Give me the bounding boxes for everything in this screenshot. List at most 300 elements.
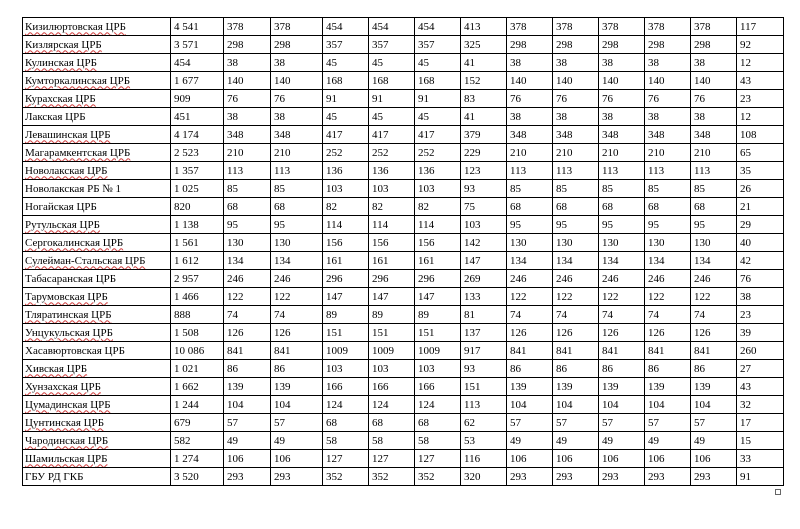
row-name-cell bbox=[23, 288, 171, 306]
value-cell: 123 bbox=[461, 162, 507, 180]
row-name: ГБУ РД ГКБ bbox=[25, 470, 84, 483]
value-cell: 57 bbox=[507, 414, 553, 432]
value-cell: 246 bbox=[271, 270, 323, 288]
value-cell: 113 bbox=[507, 162, 553, 180]
value-cell: 417 bbox=[369, 126, 415, 144]
value-cell: 68 bbox=[507, 198, 553, 216]
row-name: Новолакская РБ № 1 bbox=[25, 182, 122, 195]
value-cell: 106 bbox=[553, 450, 599, 468]
row-name: Табасаранская ЦРБ bbox=[25, 272, 117, 285]
value-cell: 95 bbox=[691, 216, 737, 234]
value-cell: 210 bbox=[507, 144, 553, 162]
value-cell: 95 bbox=[271, 216, 323, 234]
value-cell: 58 bbox=[323, 432, 369, 450]
table-row bbox=[23, 234, 784, 252]
value-cell: 124 bbox=[369, 396, 415, 414]
value-cell: 134 bbox=[507, 252, 553, 270]
value-cell: 320 bbox=[461, 468, 507, 486]
value-cell: 58 bbox=[415, 432, 461, 450]
value-cell: 65 bbox=[737, 144, 784, 162]
value-cell: 38 bbox=[271, 54, 323, 72]
row-name-cell bbox=[23, 234, 171, 252]
value-cell: 293 bbox=[224, 468, 271, 486]
table-row bbox=[23, 252, 784, 270]
value-cell: 57 bbox=[553, 414, 599, 432]
value-cell: 104 bbox=[507, 396, 553, 414]
value-cell: 1 025 bbox=[171, 180, 224, 198]
value-cell: 454 bbox=[415, 18, 461, 36]
table-body bbox=[23, 18, 784, 486]
value-cell: 76 bbox=[271, 90, 323, 108]
value-cell: 348 bbox=[224, 126, 271, 144]
value-cell: 357 bbox=[369, 36, 415, 54]
value-cell: 45 bbox=[415, 108, 461, 126]
value-cell: 74 bbox=[599, 306, 645, 324]
row-name-cell bbox=[23, 270, 171, 288]
value-cell: 1 466 bbox=[171, 288, 224, 306]
value-cell: 417 bbox=[323, 126, 369, 144]
row-name-cell bbox=[23, 18, 171, 36]
value-cell: 582 bbox=[171, 432, 224, 450]
row-name: Тарумовская ЦРБ bbox=[25, 290, 108, 303]
row-name-cell bbox=[23, 162, 171, 180]
value-cell: 136 bbox=[369, 162, 415, 180]
value-cell: 1 677 bbox=[171, 72, 224, 90]
value-cell: 1009 bbox=[369, 342, 415, 360]
value-cell: 348 bbox=[553, 126, 599, 144]
value-cell: 841 bbox=[507, 342, 553, 360]
value-cell: 298 bbox=[553, 36, 599, 54]
value-cell: 127 bbox=[415, 450, 461, 468]
value-cell: 81 bbox=[461, 306, 507, 324]
value-cell: 49 bbox=[224, 432, 271, 450]
value-cell: 74 bbox=[224, 306, 271, 324]
row-name-cell bbox=[23, 432, 171, 450]
value-cell: 41 bbox=[461, 54, 507, 72]
value-cell: 89 bbox=[323, 306, 369, 324]
table-row bbox=[23, 216, 784, 234]
value-cell: 92 bbox=[737, 36, 784, 54]
table-row bbox=[23, 108, 784, 126]
value-cell: 139 bbox=[691, 378, 737, 396]
row-name-cell bbox=[23, 306, 171, 324]
row-name: Сулейман-Стальская ЦРБ bbox=[25, 254, 146, 267]
value-cell: 32 bbox=[737, 396, 784, 414]
value-cell: 86 bbox=[599, 360, 645, 378]
value-cell: 38 bbox=[553, 54, 599, 72]
table-end-marker bbox=[775, 489, 781, 495]
value-cell: 841 bbox=[271, 342, 323, 360]
value-cell: 246 bbox=[553, 270, 599, 288]
row-name: Хивская ЦРБ bbox=[25, 362, 88, 375]
value-cell: 2 957 bbox=[171, 270, 224, 288]
value-cell: 451 bbox=[171, 108, 224, 126]
value-cell: 68 bbox=[323, 414, 369, 432]
value-cell: 246 bbox=[507, 270, 553, 288]
value-cell: 104 bbox=[599, 396, 645, 414]
table-row bbox=[23, 468, 784, 486]
table-row bbox=[23, 396, 784, 414]
value-cell: 127 bbox=[369, 450, 415, 468]
value-cell: 85 bbox=[553, 180, 599, 198]
value-cell: 85 bbox=[691, 180, 737, 198]
row-name-cell bbox=[23, 108, 171, 126]
value-cell: 139 bbox=[553, 378, 599, 396]
value-cell: 417 bbox=[415, 126, 461, 144]
value-cell: 820 bbox=[171, 198, 224, 216]
row-name: Кизилюртовская ЦРБ bbox=[25, 20, 126, 33]
value-cell: 95 bbox=[645, 216, 691, 234]
value-cell: 134 bbox=[645, 252, 691, 270]
row-name-cell bbox=[23, 414, 171, 432]
table-row bbox=[23, 162, 784, 180]
value-cell: 106 bbox=[645, 450, 691, 468]
value-cell: 103 bbox=[415, 180, 461, 198]
value-cell: 49 bbox=[553, 432, 599, 450]
value-cell: 136 bbox=[415, 162, 461, 180]
table-row bbox=[23, 414, 784, 432]
value-cell: 93 bbox=[461, 360, 507, 378]
value-cell: 293 bbox=[599, 468, 645, 486]
row-name: Сергокалинская ЦРБ bbox=[25, 236, 124, 249]
value-cell: 114 bbox=[323, 216, 369, 234]
value-cell: 45 bbox=[369, 54, 415, 72]
value-cell: 298 bbox=[507, 36, 553, 54]
row-name: Унцукульская ЦРБ bbox=[25, 326, 113, 339]
value-cell: 130 bbox=[691, 234, 737, 252]
row-name-cell bbox=[23, 36, 171, 54]
value-cell: 85 bbox=[645, 180, 691, 198]
value-cell: 43 bbox=[737, 72, 784, 90]
value-cell: 43 bbox=[737, 378, 784, 396]
value-cell: 161 bbox=[415, 252, 461, 270]
value-cell: 3 571 bbox=[171, 36, 224, 54]
value-cell: 62 bbox=[461, 414, 507, 432]
value-cell: 57 bbox=[691, 414, 737, 432]
value-cell: 113 bbox=[599, 162, 645, 180]
value-cell: 168 bbox=[369, 72, 415, 90]
value-cell: 91 bbox=[415, 90, 461, 108]
value-cell: 348 bbox=[691, 126, 737, 144]
value-cell: 147 bbox=[323, 288, 369, 306]
value-cell: 136 bbox=[323, 162, 369, 180]
value-cell: 246 bbox=[599, 270, 645, 288]
row-name-cell bbox=[23, 468, 171, 486]
value-cell: 298 bbox=[224, 36, 271, 54]
value-cell: 126 bbox=[553, 324, 599, 342]
value-cell: 74 bbox=[553, 306, 599, 324]
row-name-cell bbox=[23, 198, 171, 216]
value-cell: 113 bbox=[461, 396, 507, 414]
row-name-cell bbox=[23, 396, 171, 414]
value-cell: 114 bbox=[369, 216, 415, 234]
value-cell: 168 bbox=[415, 72, 461, 90]
value-cell: 126 bbox=[507, 324, 553, 342]
value-cell: 122 bbox=[599, 288, 645, 306]
value-cell: 12 bbox=[737, 108, 784, 126]
value-cell: 246 bbox=[645, 270, 691, 288]
value-cell: 104 bbox=[691, 396, 737, 414]
value-cell: 76 bbox=[691, 90, 737, 108]
value-cell: 161 bbox=[369, 252, 415, 270]
value-cell: 909 bbox=[171, 90, 224, 108]
row-name: Магарамкентская ЦРБ bbox=[25, 146, 131, 159]
value-cell: 104 bbox=[645, 396, 691, 414]
value-cell: 147 bbox=[415, 288, 461, 306]
value-cell: 82 bbox=[323, 198, 369, 216]
value-cell: 454 bbox=[171, 54, 224, 72]
value-cell: 140 bbox=[271, 72, 323, 90]
table-row bbox=[23, 144, 784, 162]
row-name-cell bbox=[23, 126, 171, 144]
value-cell: 352 bbox=[323, 468, 369, 486]
value-cell: 38 bbox=[691, 54, 737, 72]
row-name: Курахская ЦРБ bbox=[25, 92, 96, 105]
value-cell: 293 bbox=[271, 468, 323, 486]
value-cell: 86 bbox=[507, 360, 553, 378]
value-cell: 140 bbox=[645, 72, 691, 90]
value-cell: 357 bbox=[323, 36, 369, 54]
value-cell: 103 bbox=[369, 360, 415, 378]
value-cell: 68 bbox=[645, 198, 691, 216]
value-cell: 378 bbox=[553, 18, 599, 36]
value-cell: 38 bbox=[224, 54, 271, 72]
table-row bbox=[23, 126, 784, 144]
value-cell: 156 bbox=[415, 234, 461, 252]
value-cell: 103 bbox=[323, 360, 369, 378]
value-cell: 156 bbox=[369, 234, 415, 252]
value-cell: 39 bbox=[737, 324, 784, 342]
value-cell: 260 bbox=[737, 342, 784, 360]
value-cell: 1 357 bbox=[171, 162, 224, 180]
value-cell: 1 508 bbox=[171, 324, 224, 342]
value-cell: 348 bbox=[271, 126, 323, 144]
row-name: Кумторкалинская ЦРБ bbox=[25, 74, 131, 87]
row-name: Хунзахская ЦРБ bbox=[25, 380, 101, 393]
value-cell: 76 bbox=[553, 90, 599, 108]
value-cell: 15 bbox=[737, 432, 784, 450]
value-cell: 38 bbox=[507, 108, 553, 126]
value-cell: 122 bbox=[271, 288, 323, 306]
row-name: Кулинская ЦРБ bbox=[25, 56, 97, 69]
value-cell: 1 138 bbox=[171, 216, 224, 234]
value-cell: 76 bbox=[599, 90, 645, 108]
value-cell: 137 bbox=[461, 324, 507, 342]
value-cell: 378 bbox=[224, 18, 271, 36]
value-cell: 841 bbox=[224, 342, 271, 360]
value-cell: 133 bbox=[461, 288, 507, 306]
value-cell: 85 bbox=[224, 180, 271, 198]
value-cell: 293 bbox=[507, 468, 553, 486]
value-cell: 106 bbox=[691, 450, 737, 468]
row-name: Цунтинская ЦРБ bbox=[25, 416, 105, 429]
value-cell: 1009 bbox=[323, 342, 369, 360]
value-cell: 134 bbox=[691, 252, 737, 270]
row-name: Тляратинская ЦРБ bbox=[25, 308, 112, 321]
value-cell: 76 bbox=[224, 90, 271, 108]
value-cell: 38 bbox=[507, 54, 553, 72]
table-row bbox=[23, 72, 784, 90]
value-cell: 130 bbox=[507, 234, 553, 252]
row-name-cell bbox=[23, 450, 171, 468]
value-cell: 293 bbox=[645, 468, 691, 486]
row-name-cell bbox=[23, 324, 171, 342]
value-cell: 151 bbox=[415, 324, 461, 342]
value-cell: 95 bbox=[553, 216, 599, 234]
value-cell: 82 bbox=[369, 198, 415, 216]
value-cell: 12 bbox=[737, 54, 784, 72]
value-cell: 1 244 bbox=[171, 396, 224, 414]
value-cell: 152 bbox=[461, 72, 507, 90]
value-cell: 298 bbox=[599, 36, 645, 54]
value-cell: 1 612 bbox=[171, 252, 224, 270]
value-cell: 104 bbox=[271, 396, 323, 414]
value-cell: 93 bbox=[461, 180, 507, 198]
value-cell: 252 bbox=[369, 144, 415, 162]
value-cell: 68 bbox=[599, 198, 645, 216]
value-cell: 38 bbox=[737, 288, 784, 306]
value-cell: 103 bbox=[323, 180, 369, 198]
row-name-cell bbox=[23, 180, 171, 198]
value-cell: 10 086 bbox=[171, 342, 224, 360]
value-cell: 38 bbox=[271, 108, 323, 126]
value-cell: 38 bbox=[691, 108, 737, 126]
value-cell: 49 bbox=[645, 432, 691, 450]
value-cell: 139 bbox=[271, 378, 323, 396]
value-cell: 91 bbox=[369, 90, 415, 108]
value-cell: 38 bbox=[553, 108, 599, 126]
value-cell: 1 662 bbox=[171, 378, 224, 396]
row-name: Ногайская ЦРБ bbox=[25, 200, 97, 213]
value-cell: 58 bbox=[369, 432, 415, 450]
value-cell: 269 bbox=[461, 270, 507, 288]
value-cell: 104 bbox=[224, 396, 271, 414]
value-cell: 124 bbox=[323, 396, 369, 414]
value-cell: 246 bbox=[691, 270, 737, 288]
value-cell: 85 bbox=[599, 180, 645, 198]
value-cell: 122 bbox=[507, 288, 553, 306]
value-cell: 127 bbox=[323, 450, 369, 468]
value-cell: 357 bbox=[415, 36, 461, 54]
value-cell: 126 bbox=[645, 324, 691, 342]
value-cell: 2 523 bbox=[171, 144, 224, 162]
value-cell: 139 bbox=[507, 378, 553, 396]
value-cell: 35 bbox=[737, 162, 784, 180]
value-cell: 68 bbox=[271, 198, 323, 216]
value-cell: 151 bbox=[323, 324, 369, 342]
value-cell: 38 bbox=[645, 54, 691, 72]
value-cell: 917 bbox=[461, 342, 507, 360]
value-cell: 49 bbox=[599, 432, 645, 450]
value-cell: 85 bbox=[507, 180, 553, 198]
value-cell: 68 bbox=[224, 198, 271, 216]
value-cell: 252 bbox=[415, 144, 461, 162]
value-cell: 106 bbox=[224, 450, 271, 468]
value-cell: 45 bbox=[369, 108, 415, 126]
value-cell: 89 bbox=[415, 306, 461, 324]
value-cell: 379 bbox=[461, 126, 507, 144]
row-name: Рутульская ЦРБ bbox=[25, 218, 100, 231]
value-cell: 888 bbox=[171, 306, 224, 324]
value-cell: 126 bbox=[271, 324, 323, 342]
value-cell: 95 bbox=[224, 216, 271, 234]
value-cell: 298 bbox=[691, 36, 737, 54]
value-cell: 103 bbox=[369, 180, 415, 198]
value-cell: 841 bbox=[691, 342, 737, 360]
value-cell: 117 bbox=[737, 18, 784, 36]
value-cell: 49 bbox=[507, 432, 553, 450]
value-cell: 68 bbox=[369, 414, 415, 432]
table-row bbox=[23, 54, 784, 72]
value-cell: 41 bbox=[461, 108, 507, 126]
value-cell: 140 bbox=[553, 72, 599, 90]
value-cell: 296 bbox=[323, 270, 369, 288]
value-cell: 108 bbox=[737, 126, 784, 144]
value-cell: 38 bbox=[599, 108, 645, 126]
value-cell: 57 bbox=[645, 414, 691, 432]
value-cell: 134 bbox=[553, 252, 599, 270]
value-cell: 21 bbox=[737, 198, 784, 216]
value-cell: 130 bbox=[271, 234, 323, 252]
row-name: Левашинская ЦРБ bbox=[25, 128, 111, 141]
value-cell: 68 bbox=[691, 198, 737, 216]
value-cell: 38 bbox=[224, 108, 271, 126]
value-cell: 103 bbox=[461, 216, 507, 234]
value-cell: 82 bbox=[415, 198, 461, 216]
value-cell: 124 bbox=[415, 396, 461, 414]
row-name: Чародинская ЦРБ bbox=[25, 434, 109, 447]
value-cell: 166 bbox=[323, 378, 369, 396]
value-cell: 210 bbox=[271, 144, 323, 162]
value-cell: 130 bbox=[224, 234, 271, 252]
value-cell: 378 bbox=[691, 18, 737, 36]
value-cell: 86 bbox=[271, 360, 323, 378]
value-cell: 126 bbox=[224, 324, 271, 342]
value-cell: 140 bbox=[691, 72, 737, 90]
value-cell: 352 bbox=[369, 468, 415, 486]
value-cell: 40 bbox=[737, 234, 784, 252]
value-cell: 45 bbox=[415, 54, 461, 72]
value-cell: 103 bbox=[415, 360, 461, 378]
value-cell: 134 bbox=[599, 252, 645, 270]
value-cell: 74 bbox=[691, 306, 737, 324]
value-cell: 106 bbox=[507, 450, 553, 468]
value-cell: 139 bbox=[224, 378, 271, 396]
value-cell: 130 bbox=[645, 234, 691, 252]
value-cell: 68 bbox=[415, 414, 461, 432]
table-row bbox=[23, 90, 784, 108]
value-cell: 841 bbox=[599, 342, 645, 360]
value-cell: 83 bbox=[461, 90, 507, 108]
value-cell: 210 bbox=[691, 144, 737, 162]
value-cell: 122 bbox=[691, 288, 737, 306]
value-cell: 210 bbox=[224, 144, 271, 162]
value-cell: 147 bbox=[369, 288, 415, 306]
value-cell: 116 bbox=[461, 450, 507, 468]
table-row bbox=[23, 18, 784, 36]
value-cell: 139 bbox=[599, 378, 645, 396]
value-cell: 325 bbox=[461, 36, 507, 54]
value-cell: 49 bbox=[271, 432, 323, 450]
value-cell: 74 bbox=[507, 306, 553, 324]
value-cell: 378 bbox=[507, 18, 553, 36]
table-row bbox=[23, 342, 784, 360]
value-cell: 57 bbox=[271, 414, 323, 432]
value-cell: 378 bbox=[645, 18, 691, 36]
value-cell: 27 bbox=[737, 360, 784, 378]
table-row bbox=[23, 306, 784, 324]
table-row bbox=[23, 450, 784, 468]
